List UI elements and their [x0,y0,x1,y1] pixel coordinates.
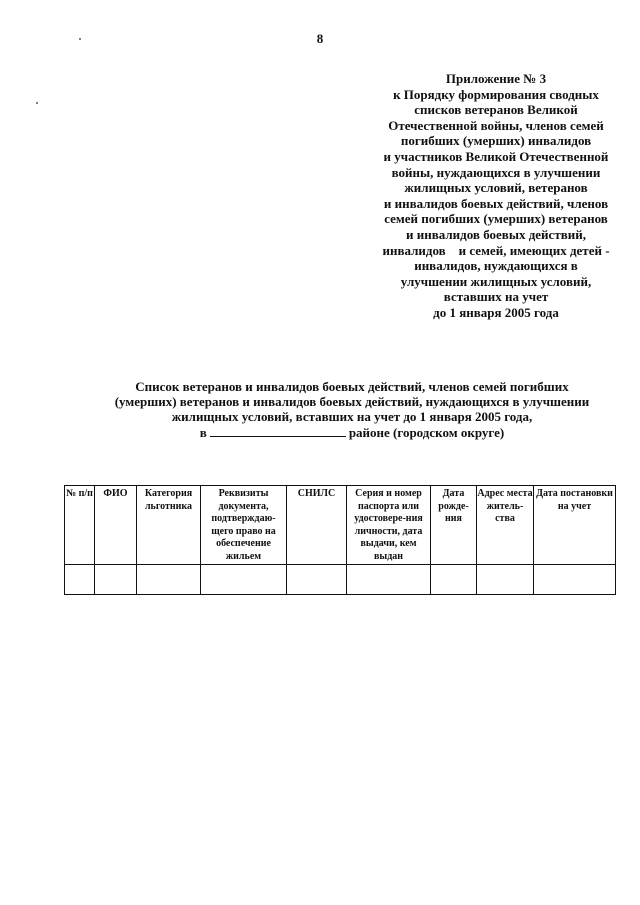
appendix-line: к Порядку формирования сводных [393,86,599,102]
column-header: ФИО [95,486,137,565]
column-header: Категория льготника [137,486,201,565]
table-cell [287,565,347,595]
appendix-line: улучшении жилищных условий, [400,273,592,289]
scan-speck [36,102,38,104]
column-header: СНИЛС [287,486,347,565]
appendix-line: инвалидов и семей, имеющих детей - [382,242,610,258]
appendix-line: до 1 января 2005 года [433,304,559,320]
appendix-line: и инвалидов боевых действий, членов [383,195,609,211]
appendix-line: жилищных условий, ветеранов [404,180,588,196]
table-cell [431,565,477,595]
table-cell [201,565,287,595]
table-cell [534,565,616,595]
list-title-line: (умерших) ветеранов и инвалидов боевых действий, нуждающихся в улучшении [114,394,590,410]
column-header: Реквизиты документа, подтверждаю-щего право на обеспечение жильем [201,486,287,565]
district-suffix: районе (городском округе) [348,424,505,440]
appendix-line: списков ветеранов Великой [414,102,578,118]
appendix-line: войны, нуждающихся в улучшении [391,164,601,180]
table-cell [65,565,95,595]
district-prefix: в [199,424,207,440]
table-cell [95,565,137,595]
appendix-line: вставших на учет [443,289,549,305]
appendix-line: и участников Великой Отечественной [383,148,609,164]
table-row [65,565,616,595]
list-title [72,379,632,440]
table-cell [347,565,431,595]
column-header: Дата постановки на учет [534,486,616,565]
list-title-line: жилищных условий, вставших на учет до 1 января 2005 года, [171,409,533,425]
appendix-title: Приложение № 3 [445,71,547,86]
page-number: 8 [316,31,324,46]
column-header: Адрес места житель-ства [477,486,534,565]
column-header: № п/п [65,486,95,565]
column-header: Дата рожде-ния [431,486,477,565]
table-cell [477,565,534,595]
district-blank-field[interactable] [210,425,346,437]
table-cell [137,565,201,595]
list-title-line: Список ветеранов и инвалидов боевых действий, членов семей погибших [135,379,569,394]
appendix-line: Отечественной войны, членов семей [388,117,604,133]
appendix-line: семей погибших (умерших) ветеранов [384,211,608,227]
table-header-row [65,486,616,565]
appendix-header [352,71,640,321]
appendix-line: инвалидов, нуждающихся в [414,258,578,274]
district-line [72,425,632,440]
column-header: Серия и номер паспорта или удостовере-ния личности, дата выдачи, кем выдан [347,486,431,565]
register-table [64,485,616,595]
appendix-line: погибших (умерших) инвалидов [400,133,592,149]
appendix-line: и инвалидов боевых действий, [406,226,586,242]
